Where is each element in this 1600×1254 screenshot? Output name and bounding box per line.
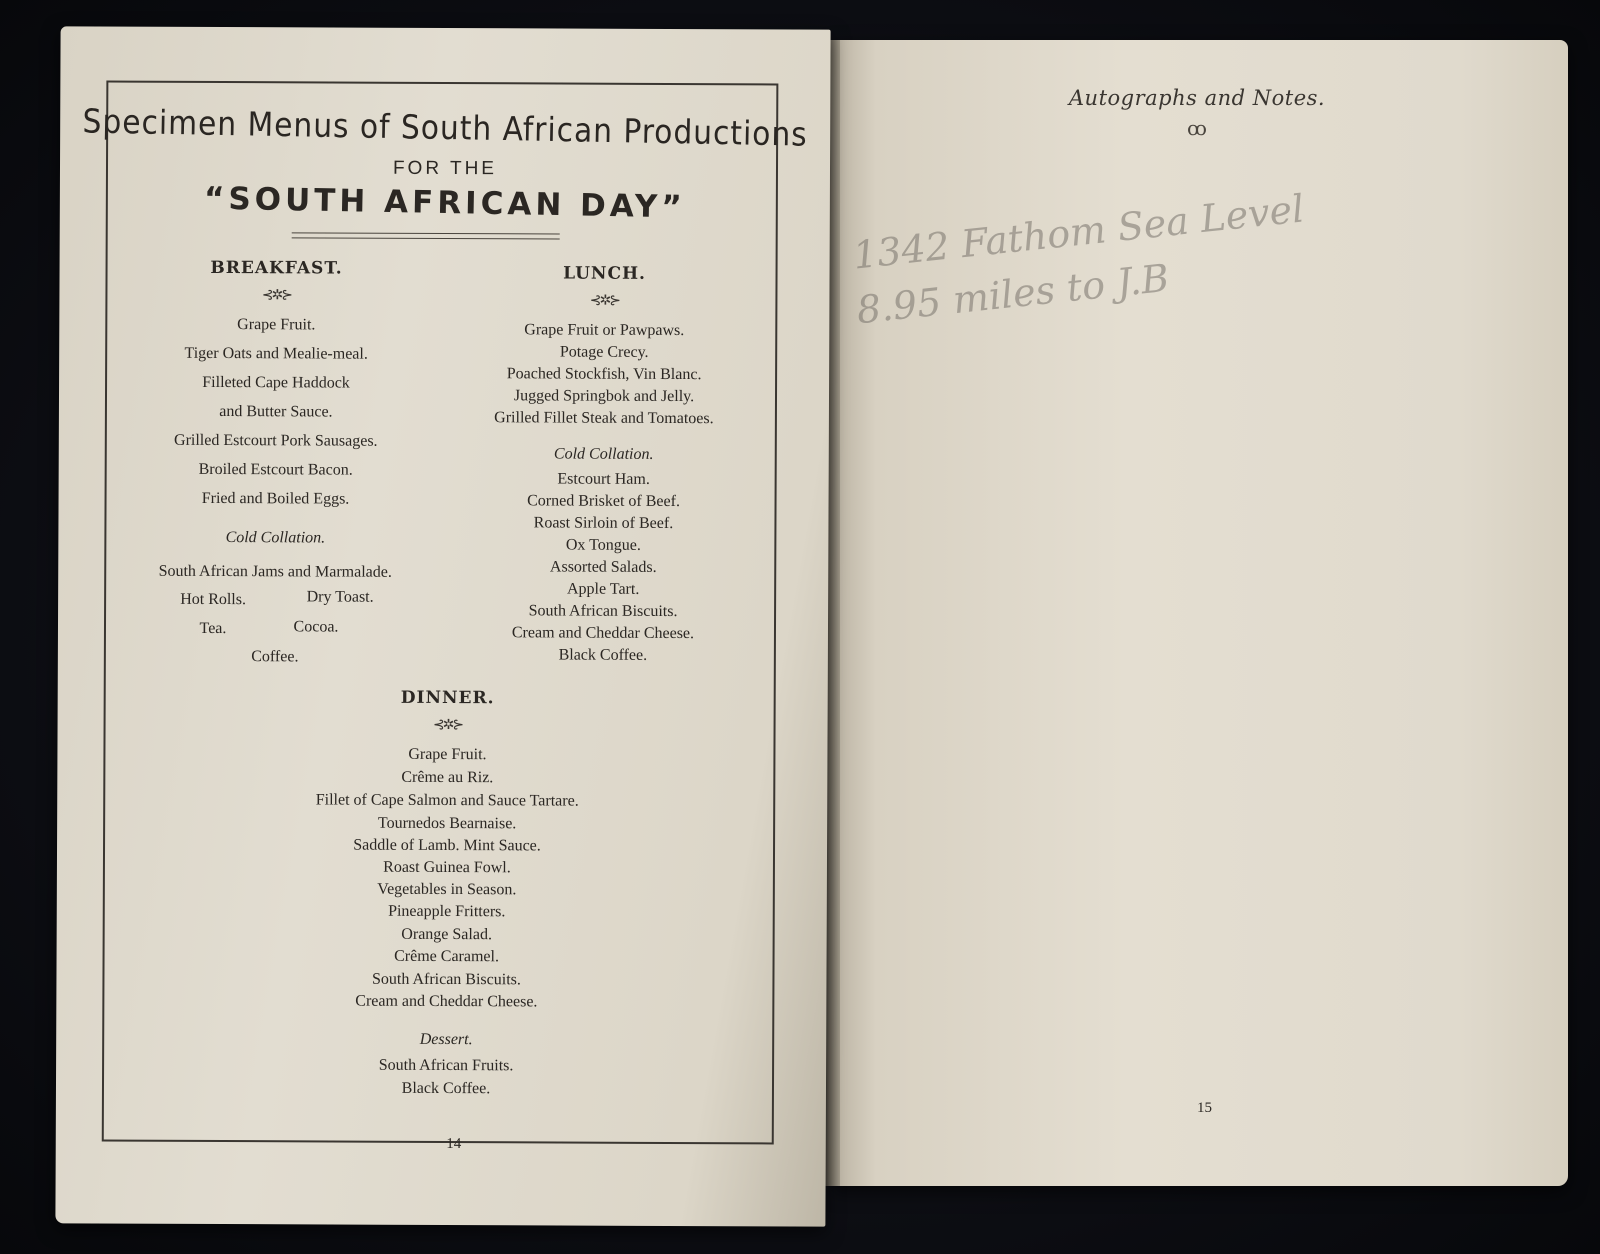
- dinner-item: Pineapple Fritters.: [388, 902, 506, 921]
- dessert-item: Black Coffee.: [401, 1079, 491, 1098]
- page-number-right: 15: [1197, 1100, 1212, 1116]
- dinner-item: Roast Guinea Fowl.: [383, 858, 511, 877]
- dinner-item: Orange Salad.: [401, 925, 493, 944]
- lunch-item: Grape Fruit or Pawpaws.: [524, 321, 685, 340]
- lunch-cold-item: Corned Brisket of Beef.: [527, 492, 681, 511]
- breakfast-heading: BREAKFAST.: [210, 257, 343, 279]
- handwritten-note-line1: 1342 Fathom Sea Level: [850, 186, 1307, 278]
- breakfast-item: Tiger Oats and Mealie-meal.: [184, 344, 368, 363]
- lunch-cold-item: Cream and Cheddar Cheese.: [511, 624, 695, 643]
- dinner-item: Saddle of Lamb. Mint Sauce.: [353, 836, 541, 855]
- menu-title: Specimen Menus of South African Productions: [82, 101, 809, 154]
- lunch-cold-item: Ox Tongue.: [565, 536, 641, 554]
- lunch-item: Grilled Fillet Steak and Tomatoes.: [494, 409, 714, 428]
- dinner-item: Tournedos Bearnaise.: [377, 814, 517, 833]
- right-page: [832, 40, 1568, 1186]
- menu-subtitle: FOR THE: [392, 157, 498, 180]
- lunch-cold-item: Roast Sirloin of Beef.: [533, 514, 674, 533]
- menu-day-title: “SOUTH AFRICAN DAY”: [203, 180, 687, 226]
- dinner-item: Crême Caramel.: [394, 947, 500, 966]
- breakfast-item: Fried and Boiled Eggs.: [201, 489, 350, 508]
- breakfast-cold-item: Hot Rolls.: [180, 590, 247, 609]
- dinner-item: Vegetables in Season.: [377, 880, 517, 899]
- lunch-item: Poached Stockfish, Vin Blanc.: [506, 365, 702, 384]
- dinner-item: Fillet of Cape Salmon and Sauce Tartare.: [315, 791, 579, 810]
- breakfast-cold-item: Tea.: [199, 619, 227, 638]
- lunch-cold-item: Black Coffee.: [558, 646, 648, 664]
- breakfast-ornament-icon: ⊰✲⊱: [261, 288, 292, 304]
- page-number-left: 14: [446, 1136, 462, 1153]
- breakfast-cold-item: Cocoa.: [293, 618, 339, 636]
- dinner-item: Grape Fruit.: [408, 745, 487, 764]
- dinner-item: Cream and Cheddar Cheese.: [355, 992, 538, 1011]
- lunch-heading: LUNCH.: [563, 263, 647, 284]
- right-ornament-icon: ꝏ: [1187, 118, 1207, 140]
- lunch-cold-item: Assorted Salads.: [549, 558, 657, 576]
- breakfast-cold-item: South African Jams and Marmalade.: [158, 562, 392, 581]
- lunch-item: Jugged Springbok and Jelly.: [513, 387, 695, 406]
- breakfast-item: Filleted Cape Haddock: [202, 373, 350, 392]
- dinner-heading: DINNER.: [400, 687, 495, 709]
- left-page: [55, 26, 830, 1226]
- breakfast-item: Grape Fruit.: [237, 316, 316, 334]
- dessert-item: South African Fruits.: [378, 1056, 514, 1075]
- title-divider: [292, 232, 560, 239]
- breakfast-item: and Butter Sauce.: [219, 403, 333, 421]
- breakfast-cold-heading: Cold Collation.: [225, 529, 326, 547]
- dessert-heading: Dessert.: [419, 1030, 473, 1049]
- lunch-ornament-icon: ⊰✲⊱: [589, 293, 620, 309]
- dinner-ornament-icon: ⊰✲⊱: [432, 717, 463, 734]
- breakfast-cold-item: Dry Toast.: [306, 588, 374, 606]
- dinner-item: Crême au Riz.: [401, 768, 494, 787]
- breakfast-item: Broiled Estcourt Bacon.: [198, 460, 353, 479]
- lunch-cold-item: Estcourt Ham.: [557, 470, 650, 488]
- lunch-cold-item: South African Biscuits.: [528, 602, 678, 621]
- handwritten-note-line2: 8.95 miles to J.B: [854, 255, 1172, 333]
- autographs-title: Autographs and Notes.: [1068, 86, 1326, 110]
- dinner-item: South African Biscuits.: [371, 970, 521, 989]
- breakfast-item: Grilled Estcourt Pork Sausages.: [174, 431, 378, 450]
- lunch-item: Potage Crecy.: [559, 343, 649, 361]
- lunch-cold-heading: Cold Collation.: [553, 445, 654, 463]
- lunch-cold-item: Apple Tart.: [566, 580, 640, 598]
- breakfast-cold-item: Coffee.: [251, 648, 299, 666]
